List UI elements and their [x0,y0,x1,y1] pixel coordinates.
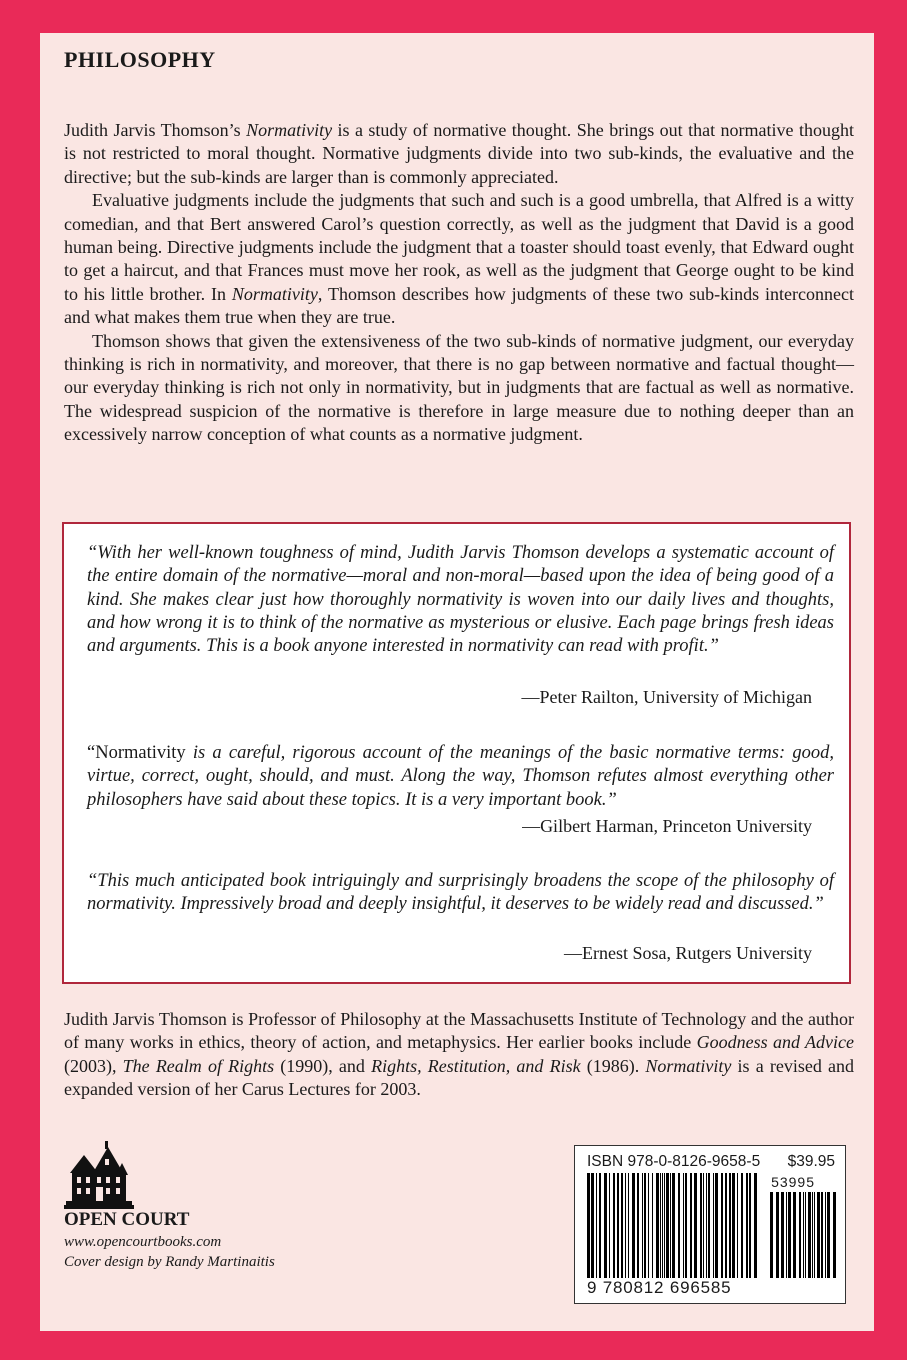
barcode-bar [741,1173,743,1278]
barcode-bar [715,1173,718,1278]
category-heading: PHILOSOPHY [64,47,216,72]
barcode-bar [617,1173,619,1278]
barcode-digits: 9 780812 696585 [587,1278,732,1297]
barcode-bar [703,1173,704,1278]
barcode-bar [737,1173,738,1278]
barcode-bar [721,1173,723,1278]
barcode-bar [694,1173,697,1278]
barcode-bar [642,1173,643,1278]
barcode-bar [625,1173,626,1278]
roman-text: is a revised and expanded version of her Carus Lectures for 2003. [64,1055,854,1100]
barcode-bar [821,1192,823,1278]
barcode-bar [803,1192,804,1278]
barcode-bar [690,1173,692,1278]
barcode-bar [725,1173,727,1278]
barcode-bar [613,1173,615,1278]
barcode-bar [664,1173,665,1278]
endorsement-attribution-2: —Gilbert Harman, Princeton University [522,816,812,836]
barcode-bar [770,1192,773,1278]
barcode-bar [776,1192,779,1278]
barcode-bar [827,1192,830,1278]
roman-text: “Normativity [87,743,186,763]
italic-text: Rights, Restitution, and Risk [371,1055,581,1076]
barcode-bar [817,1192,820,1278]
publisher-name: OPEN COURT [64,1209,190,1230]
addon-barcode-bars [768,1192,836,1278]
barcode-bar [729,1173,731,1278]
barcode-bar [660,1173,661,1278]
barcode-bar [786,1192,787,1278]
roman-text: Judith Jarvis Thomson is Professor of Philosophy at the Massachusetts Institute of Technology and the author of many works in ethics, theory of action, and metaphysics. Her earlier books include [64,1009,854,1053]
roman-text: Evaluative judgments include the judgments that such and such is a good umbrella, that Alfred is a witty comedian, and that Bert answered Carol’s question correctly, as well as the judgment that David is a good human being. Directive judgments include the judgment that a toaster should toast evenly, that Edward ought to get a haircut, and that Frances must move her rook, as well as the judgment that George ought to be kind to his little brother. In [64,190,854,304]
price-label: $39.95 [787,1153,835,1170]
barcode-bar [805,1192,806,1278]
barcode-bar [814,1192,815,1278]
roman-text: (1986). [580,1055,646,1076]
barcode-bar [799,1192,801,1278]
barcode-bar [656,1173,659,1278]
endorsement-quote-2 [87,742,834,812]
back-cover-panel [40,33,874,1331]
roman-text: Thomson shows that given the extensiveness of the two sub-kinds of normative judgment, our everyday thinking is rich in normativity, and moreover, that there is no gap between normative and factual thought—our everyday thinking is rich not only in normativity, but in judgments that are factual as well as normative. The widespread suspicion of the normative is therefore in large measure due to nothing deeper than an excessively narrow conception of what counts as a normative judgment. [64,330,854,445]
cover-design-credit: Cover design by Randy Martinaitis [64,1254,275,1270]
endorsement-quote-1 [87,542,834,658]
castle-logo-icon [64,1141,134,1209]
roman-text: (1990), and [274,1055,372,1076]
barcode-bar [781,1192,784,1278]
barcode-bar [678,1173,680,1278]
barcode-bar [746,1173,748,1278]
barcode-bar [788,1192,791,1278]
barcode-bar [833,1192,836,1278]
barcode-bar [793,1192,796,1278]
author-bio-paragraph [64,1008,854,1102]
barcode-bar [604,1173,607,1278]
barcode-bar [672,1173,675,1278]
barcode-bar [587,1173,590,1278]
book-description [64,119,854,447]
barcode-bar [596,1173,597,1278]
roman-text: Judith Jarvis Thomson’s [64,120,247,140]
italic-text: Normativity [645,1055,732,1076]
barcode-bar [652,1173,653,1278]
publisher-url: www.opencourtbooks.com [64,1234,222,1250]
barcode-bar [670,1173,671,1278]
barcode-bar [812,1192,813,1278]
barcode-bar [713,1173,714,1278]
barcode-bar [591,1173,594,1278]
barcode-bar [825,1192,826,1278]
isbn-number: ISBN 978-0-8126-9658-5 [587,1153,761,1170]
italic-text: Normativity [231,283,318,304]
barcode-bar [648,1173,649,1278]
isbn-barcode [574,1145,846,1304]
italic-text: Goodness and Advice [696,1032,854,1053]
barcode-bar [732,1173,735,1278]
description-paragraph-1 [64,119,854,189]
barcode-bar [683,1173,684,1278]
barcode-bar [685,1173,687,1278]
barcode-bar [637,1173,639,1278]
barcode-bar [706,1173,707,1278]
barcode-bar [599,1173,601,1278]
endorsement-attribution-3: —Ernest Sosa, Rutgers University [564,943,812,963]
italic-text: Normativity [246,120,333,140]
roman-text: (2003), [64,1055,123,1076]
barcode-bar [632,1173,635,1278]
italic-text: “This much anticipated book intriguingly and surprisingly broadens the scope of the philosophy of normativity. Impressively broad and deeply insightful, it deserves to be widely read and discussed.” [87,871,834,915]
barcode-bar [700,1173,702,1278]
barcode-bar [662,1173,663,1278]
italic-text: “With her well-known toughness of mind, Judith Jarvis Thomson develops a systematic account of the entire domain of the normative—moral and non-moral—based upon the idea of being good of a kind. She makes clear just how thoroughly normativity is woven into our daily lives and thoughts, and how wrong it is to think of the normative as mysterious or elusive. Each page brings fresh ideas and arguments. This is a book anyone interested in normativity can read with profit.” [87,543,834,657]
endorsement-attribution-1: —Peter Railton, University of Michigan [521,687,812,707]
ean-barcode-bars [585,1173,760,1278]
barcode-bar [708,1173,710,1278]
italic-text: is a careful, rigorous account of the meanings of the basic normative terms: good, virtue, correct, ought, should, and must. Along the way, Thomson refutes almost everything other philosophers have said about these topics. It is a very important book.” [87,743,834,810]
barcode-bar [621,1173,623,1278]
author-bio [64,1008,854,1102]
barcode-bar [749,1173,751,1278]
barcode-bar [644,1173,646,1278]
barcode-bar [754,1173,757,1278]
italic-text: The Realm of Rights [122,1055,275,1076]
endorsement-quote-3 [87,870,834,917]
price-addon-code: 53995 [771,1174,815,1190]
barcode-bar [666,1173,669,1278]
roman-text: is a study of normative thought. She brings out that normative thought is not restricted to moral thought. Normative judgments divide into two sub-kinds, the evaluative and the directive; but the sub-kinds are larger than is commonly appreciated. [64,120,854,187]
description-paragraph-2 [64,189,854,329]
barcode-bar [628,1173,629,1278]
description-paragraph-3 [64,330,854,447]
publisher-block [64,1141,222,1250]
barcode-bar [609,1173,610,1278]
barcode-bar [808,1192,811,1278]
roman-text: , Thomson describes how judgments of these two sub-kinds interconnect and what makes them true when they are true. [64,283,854,328]
endorsements-box [62,522,851,984]
